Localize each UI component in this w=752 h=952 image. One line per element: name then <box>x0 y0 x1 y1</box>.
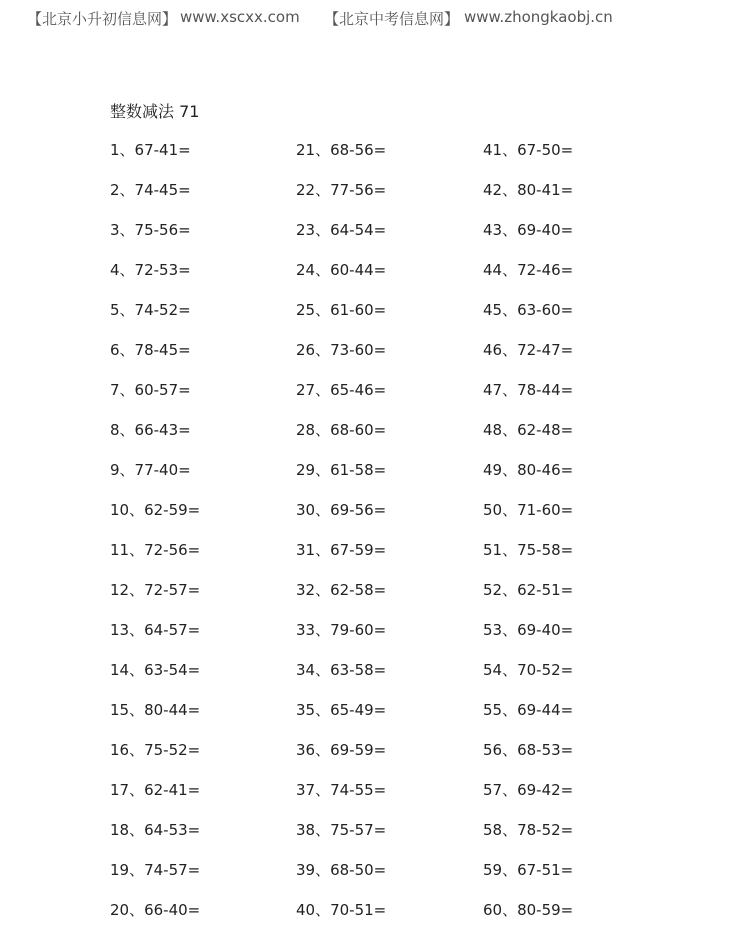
problem-item: 51、75-58= <box>483 541 574 559</box>
problem-item: 23、64-54= <box>296 221 387 239</box>
site1-name: 【北京小升初信息网】 <box>27 10 178 28</box>
problem-item: 25、61-60= <box>296 301 387 319</box>
problem-item: 29、61-58= <box>296 461 387 479</box>
problem-item: 57、69-42= <box>483 781 574 799</box>
problem-item: 2、74-45= <box>110 181 191 199</box>
problem-item: 33、79-60= <box>296 621 387 639</box>
problem-item: 59、67-51= <box>483 861 574 879</box>
problem-item: 54、70-52= <box>483 661 574 679</box>
problem-item: 58、78-52= <box>483 821 574 839</box>
problem-column-3 <box>483 140 663 940</box>
problem-item: 49、80-46= <box>483 461 574 479</box>
problem-item: 12、72-57= <box>110 581 201 599</box>
problem-item: 37、74-55= <box>296 781 387 799</box>
problem-item: 1、67-41= <box>110 141 191 159</box>
problem-item: 3、75-56= <box>110 221 191 239</box>
problem-item: 17、62-41= <box>110 781 201 799</box>
problem-item: 21、68-56= <box>296 141 387 159</box>
problem-item: 8、66-43= <box>110 421 191 439</box>
problem-item: 10、62-59= <box>110 501 201 519</box>
problem-item: 13、64-57= <box>110 621 201 639</box>
site2-url[interactable]: www.zhongkaobj.cn <box>464 8 613 26</box>
page-header <box>27 8 727 30</box>
problem-item: 28、68-60= <box>296 421 387 439</box>
problem-item: 5、74-52= <box>110 301 191 319</box>
problem-item: 27、65-46= <box>296 381 387 399</box>
problem-item: 55、69-44= <box>483 701 574 719</box>
problem-item: 15、80-44= <box>110 701 201 719</box>
problem-item: 35、65-49= <box>296 701 387 719</box>
problem-item: 50、71-60= <box>483 501 574 519</box>
site1-url[interactable]: www.xscxx.com <box>180 8 300 26</box>
problem-item: 36、69-59= <box>296 741 387 759</box>
problem-item: 43、69-40= <box>483 221 574 239</box>
problem-item: 32、62-58= <box>296 581 387 599</box>
problem-item: 38、75-57= <box>296 821 387 839</box>
problem-item: 60、80-59= <box>483 901 574 919</box>
problem-item: 40、70-51= <box>296 901 387 919</box>
problem-item: 16、75-52= <box>110 741 201 759</box>
worksheet-title: 整数减法 71 <box>110 102 200 121</box>
problem-item: 41、67-50= <box>483 141 574 159</box>
problem-item: 20、66-40= <box>110 901 201 919</box>
problem-item: 52、62-51= <box>483 581 574 599</box>
problem-item: 7、60-57= <box>110 381 191 399</box>
problem-item: 56、68-53= <box>483 741 574 759</box>
problem-item: 44、72-46= <box>483 261 574 279</box>
problem-item: 24、60-44= <box>296 261 387 279</box>
problem-item: 48、62-48= <box>483 421 574 439</box>
problem-item: 9、77-40= <box>110 461 191 479</box>
problem-item: 6、78-45= <box>110 341 191 359</box>
problem-item: 22、77-56= <box>296 181 387 199</box>
problem-item: 42、80-41= <box>483 181 574 199</box>
problem-item: 45、63-60= <box>483 301 574 319</box>
problem-column-1 <box>110 140 290 940</box>
problem-item: 47、78-44= <box>483 381 574 399</box>
problem-item: 26、73-60= <box>296 341 387 359</box>
problem-item: 39、68-50= <box>296 861 387 879</box>
problem-item: 34、63-58= <box>296 661 387 679</box>
site2-name: 【北京中考信息网】 <box>324 10 460 28</box>
problem-item: 19、74-57= <box>110 861 201 879</box>
problem-item: 4、72-53= <box>110 261 191 279</box>
problem-item: 14、63-54= <box>110 661 201 679</box>
problem-column-2 <box>296 140 476 940</box>
problem-item: 30、69-56= <box>296 501 387 519</box>
problem-item: 31、67-59= <box>296 541 387 559</box>
problem-item: 18、64-53= <box>110 821 201 839</box>
problem-item: 46、72-47= <box>483 341 574 359</box>
problem-item: 53、69-40= <box>483 621 574 639</box>
problem-item: 11、72-56= <box>110 541 201 559</box>
